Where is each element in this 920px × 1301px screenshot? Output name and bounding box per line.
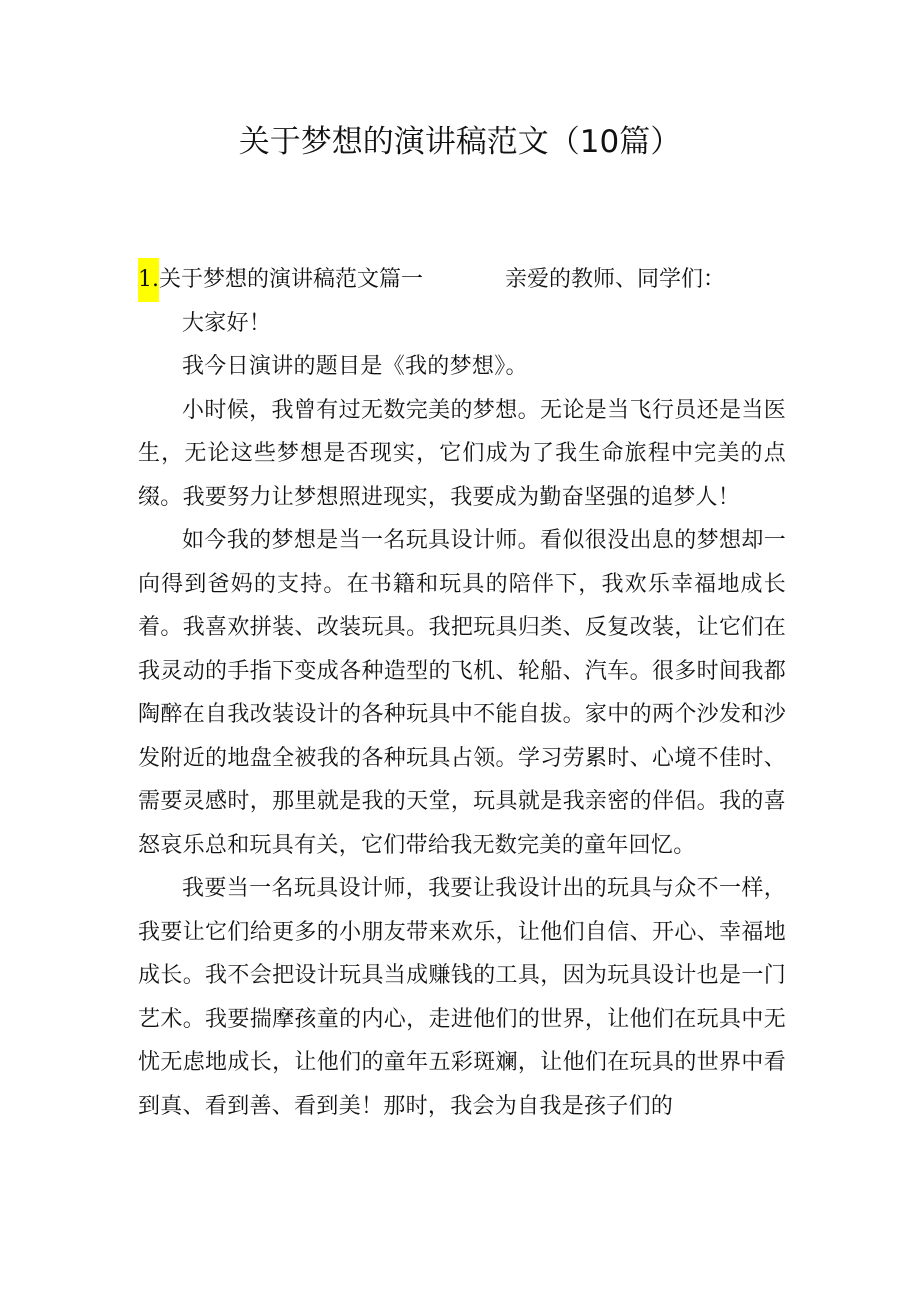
- document-title: 关于梦想的演讲稿范文（10篇）: [238, 124, 682, 160]
- paragraph: 我今日演讲的题目是《我的梦想》。: [182, 354, 528, 379]
- paragraph: 大家好！: [182, 310, 272, 336]
- document-body: [138, 258, 786, 1128]
- paragraph: 小时候，我曾有过无数完美的梦想。无论是当飞行员还是当医生，无论这些梦想是否现实，它们成为了我生命旅程中完美的点缀。我要努力让梦想照进现实，我要成为勤奋坚强的追梦人！: [138, 397, 786, 510]
- paragraph: 如今我的梦想是当一名玩具设计师。看似很没出息的梦想却一向得到爸妈的支持。在书籍和玩具的陪伴下，我欢乐幸福地成长着。我喜欢拼装、改装玩具。我把玩具归类、反复改装，让它们在我灵动的手指下变成各种造型的飞机、轮船、汽车。很多时间我都陶醉在自我改装设计的各种玩具中不能自拔。家中的两个沙发和沙发附近的地盘全被我的各种玩具占领。学习劳累时、心境不佳时、需要灵感时，那里就是我的天堂，玩具就是我亲密的伴侣。我的喜怒哀乐总和玩具有关，它们带给我无数完美的童年回忆。: [138, 528, 786, 858]
- salutation: 亲爱的教师、同学们：: [505, 267, 726, 292]
- section-heading-line: [138, 258, 786, 302]
- paragraph: 我要当一名玩具设计师，我要让我设计出的玩具与众不一样，我要让它们给更多的小朋友带来欢乐，让他们自信、开心、幸福地成长。我不会把设计玩具当成赚钱的工具，因为玩具设计也是一门艺术。我要揣摩孩童的内心，走进他们的世界，让他们在玩具中无忧无虑地成长，让他们的童年五彩斑斓，让他们在玩具的世界中看到真、看到善、看到美！那时，我会为自我是孩子们的: [138, 876, 786, 1119]
- highlighted-section-number: 1.: [138, 258, 159, 302]
- section-heading: 关于梦想的演讲稿范文篇一: [159, 267, 424, 292]
